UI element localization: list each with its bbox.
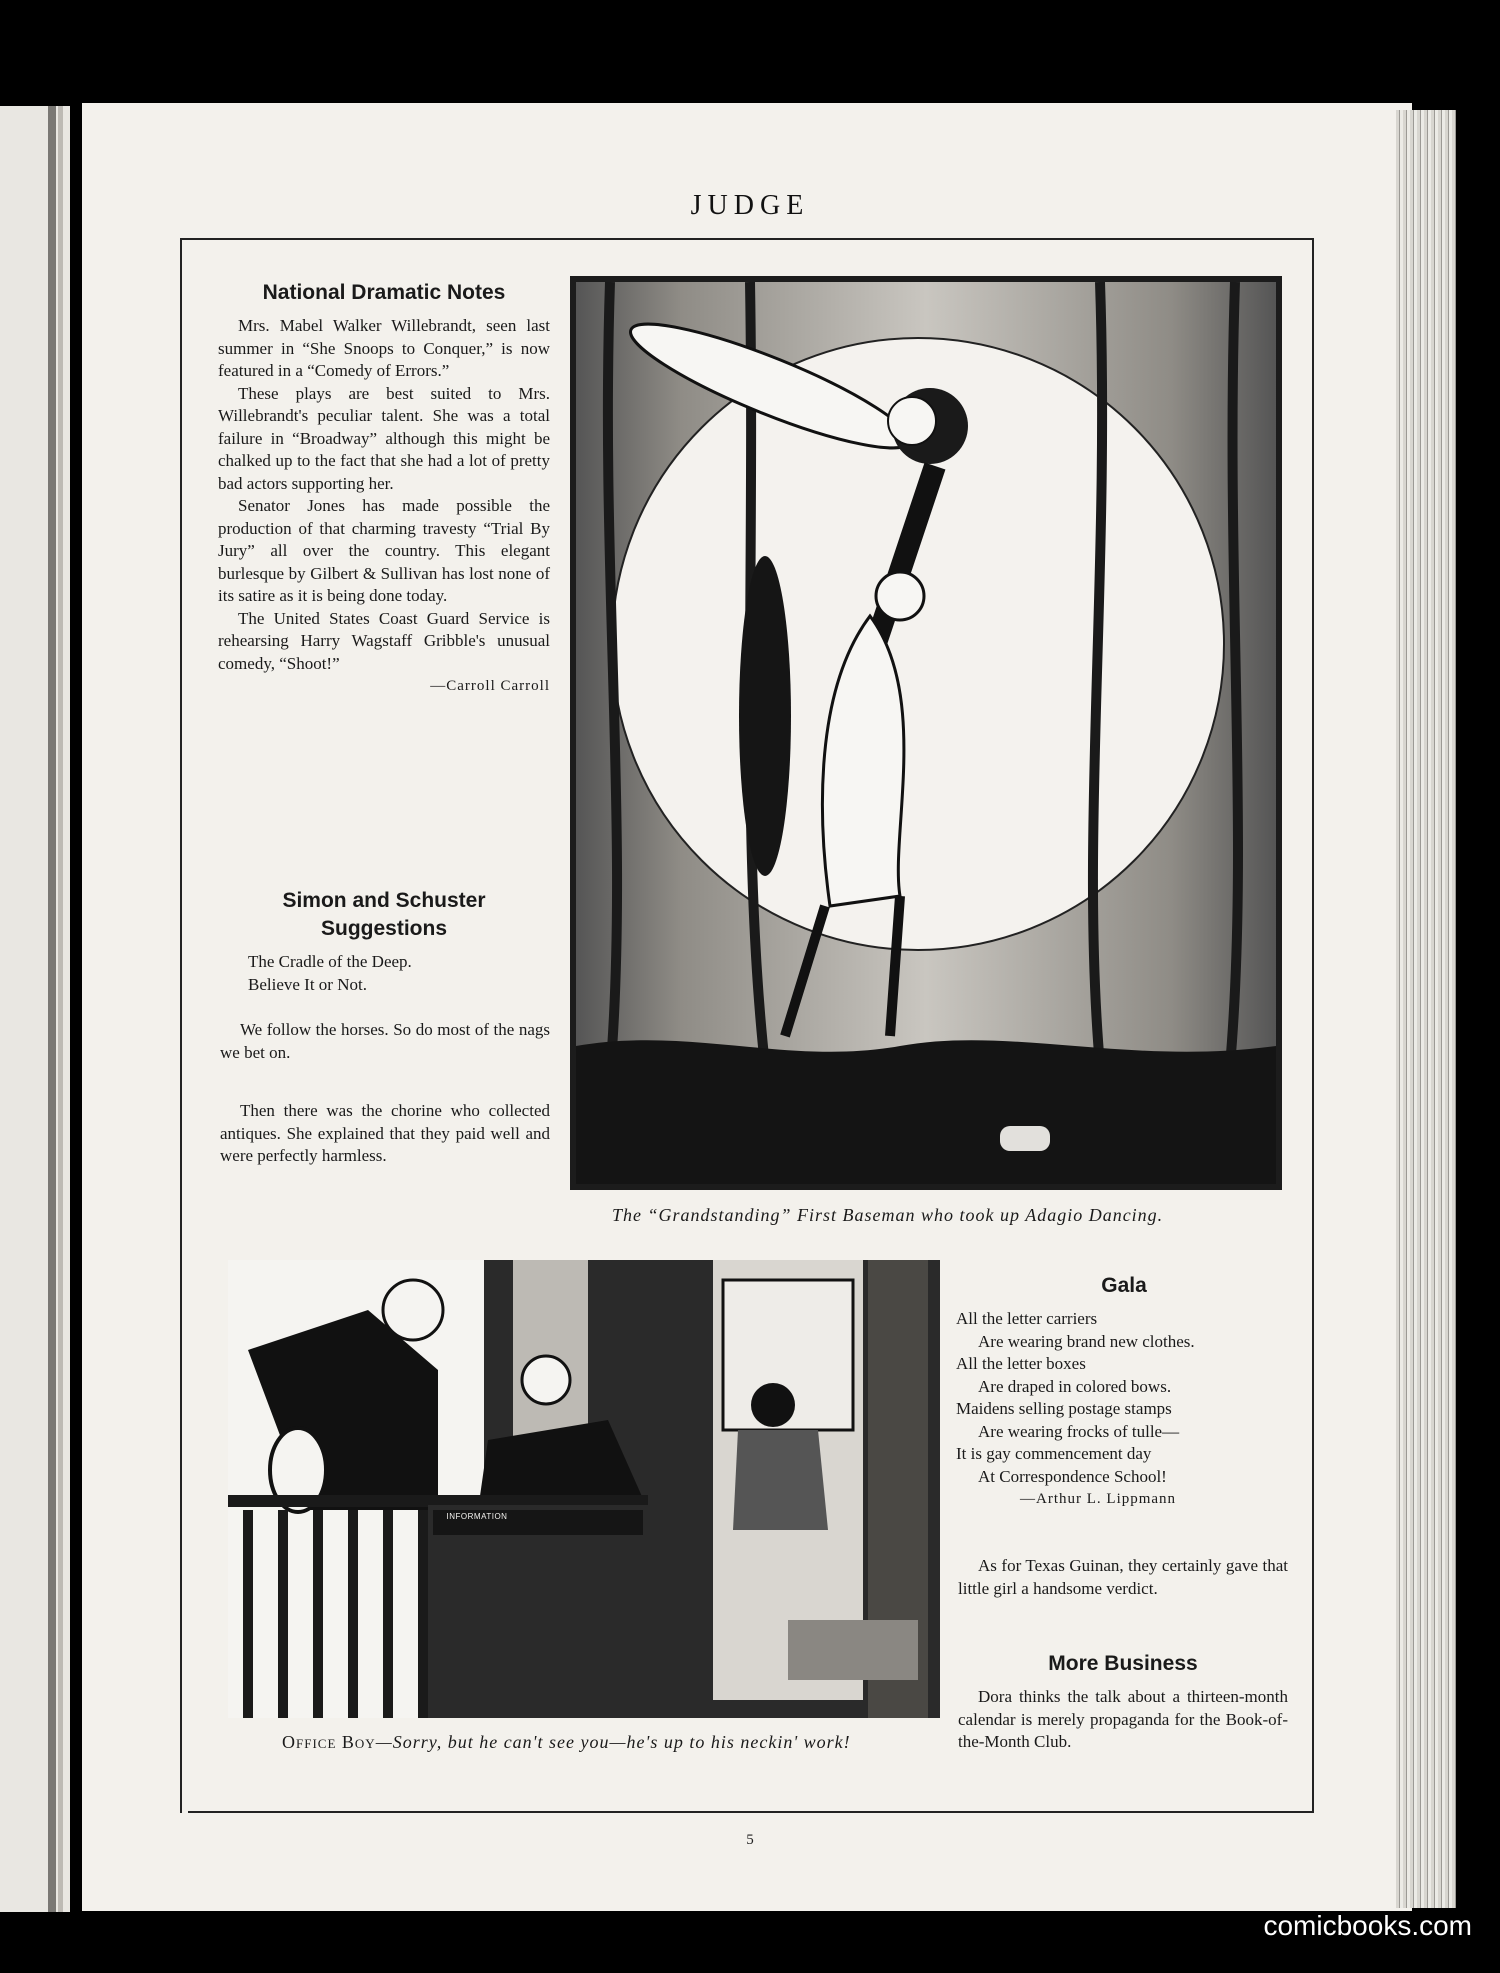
frame-rule-right xyxy=(1312,238,1314,1813)
gala-line: At Correspondence School! xyxy=(978,1466,1167,1486)
more-business-heading: More Business xyxy=(1048,1652,1198,1675)
dramatic-notes-paragraph: Senator Jones has made possible the production of that charming travesty “Trial By Jury” all over the country. This elegant burlesque by Gilbert & Sullivan has lost none of its satire as it is being done today. xyxy=(218,496,550,605)
joke-chorine xyxy=(220,1100,550,1168)
simon-schuster-line: Believe It or Not. xyxy=(248,974,367,994)
frame-rule-left xyxy=(180,238,182,1813)
dramatic-notes-paragraph: Mrs. Mabel Walker Willebrandt, seen last summer in “She Snoops to Conquer,” is now featured in a “Comedy of Errors.” xyxy=(218,316,550,380)
office-boy-cartoon-illustration xyxy=(228,1260,940,1718)
dramatic-notes-paragraph: The United States Coast Guard Service is rehearsing Harry Wagstaff Gribble's unusual comedy, “Shoot!” xyxy=(218,608,550,673)
gala-signature: —Arthur L. Lippmann xyxy=(1020,1491,1177,1507)
book-page-stack-edge xyxy=(1396,110,1456,1908)
frame-rule-bottom xyxy=(188,1811,1314,1813)
information-sign: INFORMATION xyxy=(446,1512,508,1521)
caption-speaker: Office Boy xyxy=(282,1732,376,1752)
joke-horses xyxy=(220,1019,550,1064)
joke-text: We follow the horses. So do most of the nags we bet on. xyxy=(220,1020,550,1062)
gala-line: Are draped in colored bows. xyxy=(978,1376,1172,1396)
gala-line: Are wearing frocks of tulle— xyxy=(978,1421,1180,1441)
gala-line: All the letter boxes xyxy=(956,1354,1086,1373)
adagio-cartoon-illustration xyxy=(570,276,1282,1190)
simon-schuster-article xyxy=(218,887,550,996)
gala-line: It is gay commencement day xyxy=(956,1444,1152,1463)
masthead: JUDGE xyxy=(690,190,810,221)
gala-line: Maidens selling postage stamps xyxy=(956,1399,1172,1418)
gala-heading: Gala xyxy=(1101,1274,1147,1297)
gala-line: All the letter carriers xyxy=(956,1309,1098,1328)
dramatic-notes-paragraph: These plays are best suited to Mrs. Willebrandt's peculiar talent. She was a total failure in “Broadway” although this might be chalked up to the fact that she had a lot of pretty bad actors supporting her. xyxy=(218,383,550,493)
more-business-article xyxy=(958,1650,1288,1754)
simon-schuster-heading: Simon and Schuster Suggestions xyxy=(282,889,486,940)
joke-text: Then there was the chorine who collected antiques. She explained that they paid well and were perfectly harmless. xyxy=(220,1101,550,1165)
adagio-cartoon-caption: The “Grandstanding” First Baseman who took up Adagio Dancing. xyxy=(612,1205,1164,1225)
watermark: comicbooks.com xyxy=(1263,1910,1472,1941)
office-boy-cartoon-caption xyxy=(282,1730,902,1754)
simon-schuster-line: The Cradle of the Deep. xyxy=(248,952,412,971)
book-left-page-edge xyxy=(0,106,70,1912)
texas-guinan-text: As for Texas Guinan, they certainly gave that little girl a handsome verdict. xyxy=(958,1556,1288,1598)
more-business-text: Dora thinks the talk about a thirteen-month calendar is merely propaganda for the Book-of-the-Month Club. xyxy=(958,1687,1288,1751)
texas-guinan-joke xyxy=(958,1555,1288,1600)
frame-rule-top xyxy=(180,238,1314,240)
dramatic-notes-signature: —Carroll Carroll xyxy=(430,678,550,694)
dramatic-notes-article xyxy=(218,279,550,698)
gala-line: Are wearing brand new clothes. xyxy=(978,1331,1195,1351)
page-number: 5 xyxy=(746,1832,754,1848)
caption-text: —Sorry, but he can't see you—he's up to his neckin' work! xyxy=(375,1732,851,1752)
dramatic-notes-heading: National Dramatic Notes xyxy=(262,281,506,304)
gala-poem xyxy=(956,1272,1292,1511)
